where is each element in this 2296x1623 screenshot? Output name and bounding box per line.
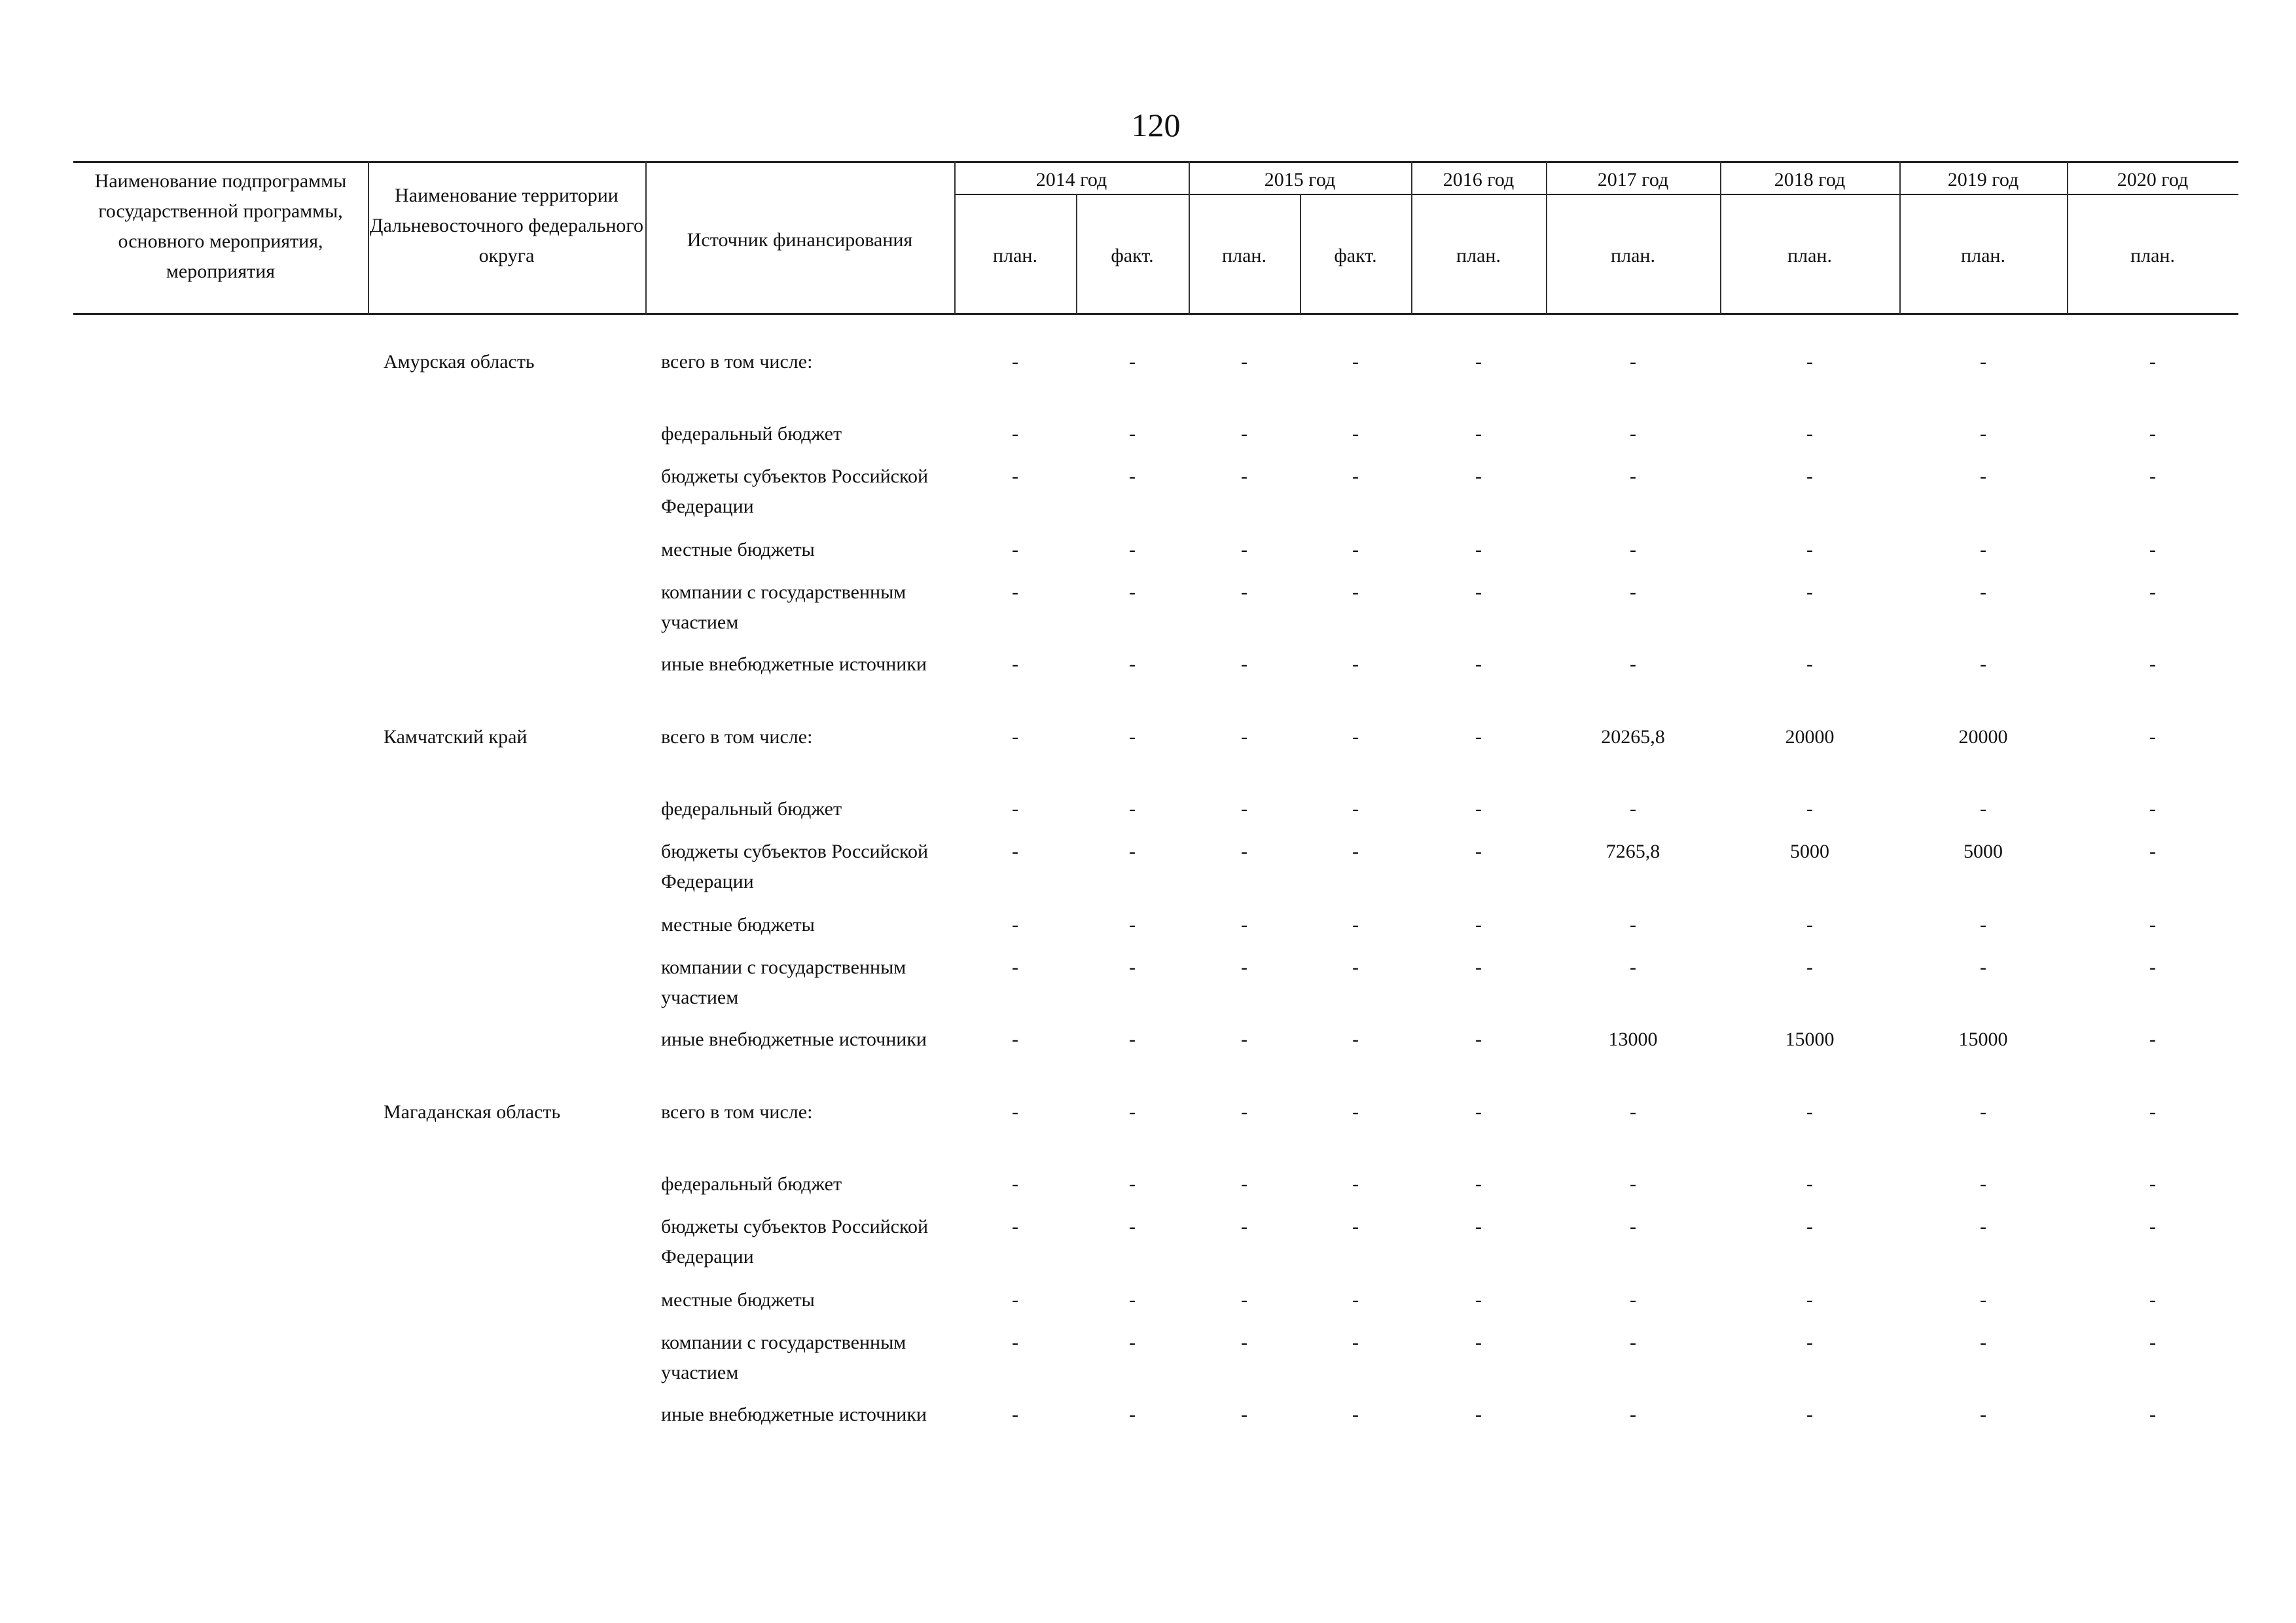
value-cell: -	[1129, 1332, 1136, 1353]
header-sub-plan: план.	[1787, 245, 1832, 266]
value-cell: -	[1241, 798, 1247, 820]
value-cell: -	[1241, 465, 1247, 487]
value-cell: -	[1475, 798, 1482, 820]
value-cell: -	[1012, 957, 1018, 978]
territory-name: Магаданская область	[384, 1101, 561, 1123]
value-cell: 15000	[1785, 1029, 1835, 1050]
value-cell: -	[1980, 423, 1986, 445]
value-cell: -	[1012, 726, 1018, 748]
value-cell: -	[1129, 581, 1136, 603]
value-cell: -	[1630, 1404, 1636, 1425]
value-cell: -	[1475, 957, 1482, 978]
value-cell: -	[1980, 1404, 1986, 1425]
value-cell: -	[1630, 798, 1636, 820]
value-cell: -	[1352, 351, 1359, 373]
header-sub-fact: факт.	[1111, 245, 1154, 266]
value-cell: -	[1012, 798, 1018, 820]
value-cell: -	[2149, 1173, 2156, 1195]
value-cell: 20265,8	[1601, 726, 1665, 748]
value-cell: -	[1129, 1216, 1136, 1237]
funding-source: иные внебюджетные источники	[661, 1029, 927, 1050]
value-cell: -	[1012, 1216, 1018, 1237]
value-cell: -	[1630, 957, 1636, 978]
value-cell: -	[1806, 798, 1813, 820]
value-cell: -	[1241, 1332, 1247, 1353]
value-cell: -	[1352, 1101, 1359, 1123]
value-cell: -	[1012, 914, 1018, 936]
value-cell: -	[1012, 1289, 1018, 1311]
value-cell: -	[1980, 539, 1986, 560]
funding-source: всего в том числе:	[661, 1101, 813, 1123]
value-cell: -	[1129, 957, 1136, 978]
value-cell: 7265,8	[1605, 841, 1660, 862]
value-cell: -	[1012, 653, 1018, 675]
value-cell: -	[1475, 1101, 1482, 1123]
value-cell: 5000	[1790, 841, 1829, 862]
value-cell: -	[1241, 726, 1247, 748]
value-cell: -	[1630, 914, 1636, 936]
value-cell: -	[1241, 914, 1247, 936]
value-cell: -	[2149, 914, 2156, 936]
value-cell: -	[1129, 798, 1136, 820]
value-cell: -	[2149, 1404, 2156, 1425]
value-cell: -	[1129, 351, 1136, 373]
funding-source: бюджеты субъектов Российской Федерации	[661, 465, 929, 517]
header-year-2016: 2016 год	[1443, 169, 1515, 191]
value-cell: -	[1012, 465, 1018, 487]
value-cell: -	[1241, 351, 1247, 373]
value-cell: -	[1352, 1404, 1359, 1425]
value-cell: -	[1352, 798, 1359, 820]
value-cell: 15000	[1958, 1029, 2008, 1050]
value-cell: -	[1129, 914, 1136, 936]
value-cell: -	[1352, 581, 1359, 603]
funding-source: всего в том числе:	[661, 726, 813, 748]
value-cell: -	[1980, 581, 1986, 603]
funding-source: федеральный бюджет	[661, 1173, 842, 1195]
value-cell: -	[1806, 1101, 1813, 1123]
value-cell: -	[1241, 1216, 1247, 1237]
value-cell: -	[1012, 841, 1018, 862]
header-year-2018: 2018 год	[1774, 169, 1846, 191]
value-cell: -	[1806, 1173, 1813, 1195]
value-cell: -	[1980, 1289, 1986, 1311]
value-cell: -	[2149, 1332, 2156, 1353]
value-cell: -	[1630, 653, 1636, 675]
value-cell: -	[1129, 653, 1136, 675]
value-cell: -	[1352, 1216, 1359, 1237]
value-cell: -	[2149, 1289, 2156, 1311]
value-cell: -	[2149, 351, 2156, 373]
value-cell: -	[1241, 581, 1247, 603]
header-year-2019: 2019 год	[1947, 169, 2019, 191]
value-cell: -	[1475, 423, 1482, 445]
value-cell: -	[1630, 1332, 1636, 1353]
value-cell: -	[1475, 1404, 1482, 1425]
value-cell: -	[1241, 1289, 1247, 1311]
value-cell: -	[1806, 1289, 1813, 1311]
value-cell: -	[1012, 351, 1018, 373]
funding-source: иные внебюджетные источники	[661, 653, 927, 675]
value-cell: -	[1012, 1173, 1018, 1195]
value-cell: -	[1475, 653, 1482, 675]
funding-source: иные внебюджетные источники	[661, 1404, 927, 1425]
territory-name: Камчатский край	[384, 726, 528, 748]
value-cell: -	[1630, 1289, 1636, 1311]
value-cell: -	[1475, 1029, 1482, 1050]
value-cell: -	[1980, 914, 1986, 936]
value-cell: -	[1630, 1173, 1636, 1195]
value-cell: -	[1806, 351, 1813, 373]
value-cell: -	[1980, 1101, 1986, 1123]
header-sub-plan: план.	[1611, 245, 1655, 266]
value-cell: -	[1980, 465, 1986, 487]
value-cell: -	[1475, 539, 1482, 560]
value-cell: -	[1475, 465, 1482, 487]
value-cell: -	[2149, 465, 2156, 487]
value-cell: -	[1980, 1332, 1986, 1353]
value-cell: -	[1352, 465, 1359, 487]
funding-source: федеральный бюджет	[661, 798, 842, 820]
value-cell: -	[1241, 653, 1247, 675]
value-cell: -	[1129, 465, 1136, 487]
value-cell: -	[2149, 1029, 2156, 1050]
table-top-border	[73, 161, 2238, 163]
value-cell: -	[1012, 1332, 1018, 1353]
header-bottom-border	[73, 313, 2238, 315]
value-cell: -	[1630, 1216, 1636, 1237]
value-cell: 13000	[1608, 1029, 1658, 1050]
value-cell: -	[1806, 1216, 1813, 1237]
value-cell: -	[1980, 653, 1986, 675]
value-cell: -	[1241, 1029, 1247, 1050]
value-cell: -	[1012, 1029, 1018, 1050]
value-cell: 5000	[1964, 841, 2003, 862]
value-cell: -	[1352, 1289, 1359, 1311]
value-cell: -	[1012, 423, 1018, 445]
value-cell: -	[1475, 1332, 1482, 1353]
value-cell: -	[1806, 539, 1813, 560]
value-cell: -	[1241, 423, 1247, 445]
value-cell: -	[1630, 423, 1636, 445]
header-year-2020: 2020 год	[2117, 169, 2189, 191]
value-cell: -	[1352, 841, 1359, 862]
header-year-2014: 2014 год	[1035, 169, 1107, 191]
value-cell: -	[1806, 653, 1813, 675]
value-cell: -	[2149, 726, 2156, 748]
territory-name: Амурская область	[384, 351, 535, 373]
value-cell: -	[1241, 539, 1247, 560]
value-cell: -	[1630, 351, 1636, 373]
value-cell: -	[2149, 581, 2156, 603]
value-cell: -	[1129, 1101, 1136, 1123]
value-cell: -	[1241, 957, 1247, 978]
value-cell: -	[1806, 1404, 1813, 1425]
value-cell: -	[1475, 1173, 1482, 1195]
funding-source: компании с государственным участием	[661, 1332, 906, 1383]
value-cell: -	[1352, 1173, 1359, 1195]
value-cell: -	[2149, 423, 2156, 445]
funding-source: бюджеты субъектов Российской Федерации	[661, 1216, 929, 1267]
header-subprogram: Наименование подпрограммы государственной программы, основного мероприятия, мероприятия	[94, 170, 347, 282]
value-cell: -	[1630, 1101, 1636, 1123]
header-sub-plan: план.	[2130, 245, 2175, 266]
funding-source: местные бюджеты	[661, 1289, 815, 1311]
value-cell: -	[1352, 914, 1359, 936]
value-cell: -	[1012, 1101, 1018, 1123]
value-cell: -	[1241, 841, 1247, 862]
value-cell: -	[1980, 351, 1986, 373]
funding-source: компании с государственным участием	[661, 957, 906, 1008]
value-cell: -	[1475, 914, 1482, 936]
value-cell: -	[1352, 957, 1359, 978]
value-cell: -	[1352, 726, 1359, 748]
funding-source: местные бюджеты	[661, 914, 815, 936]
value-cell: -	[2149, 653, 2156, 675]
value-cell: -	[1352, 1029, 1359, 1050]
value-cell: -	[2149, 841, 2156, 862]
value-cell: 20000	[1785, 726, 1835, 748]
value-cell: -	[1012, 1404, 1018, 1425]
value-cell: -	[2149, 957, 2156, 978]
header-source: Источник финансирования	[687, 229, 913, 251]
header-sub-fact: факт.	[1334, 245, 1377, 266]
funding-source: компании с государственным участием	[661, 581, 906, 633]
value-cell: -	[1980, 957, 1986, 978]
value-cell: -	[2149, 1101, 2156, 1123]
value-cell: -	[1806, 914, 1813, 936]
value-cell: 20000	[1958, 726, 2008, 748]
page-number: 120	[1131, 107, 1181, 143]
value-cell: -	[1352, 653, 1359, 675]
funding-source: бюджеты субъектов Российской Федерации	[661, 841, 929, 892]
value-cell: -	[1241, 1173, 1247, 1195]
value-cell: -	[1012, 581, 1018, 603]
header-territory: Наименование территории Дальневосточного федерального округа	[369, 185, 643, 266]
funding-source: местные бюджеты	[661, 539, 815, 560]
value-cell: -	[2149, 539, 2156, 560]
value-cell: -	[1241, 1101, 1247, 1123]
value-cell: -	[1806, 465, 1813, 487]
value-cell: -	[1475, 1289, 1482, 1311]
value-cell: -	[1352, 1332, 1359, 1353]
funding-source: всего в том числе:	[661, 351, 813, 373]
value-cell: -	[1630, 581, 1636, 603]
value-cell: -	[2149, 1216, 2156, 1237]
value-cell: -	[1475, 351, 1482, 373]
header-sub-plan: план.	[993, 245, 1037, 266]
value-cell: -	[1129, 423, 1136, 445]
value-cell: -	[1129, 1404, 1136, 1425]
value-cell: -	[1129, 841, 1136, 862]
value-cell: -	[1129, 539, 1136, 560]
header-year-2015: 2015 год	[1264, 169, 1336, 191]
value-cell: -	[1980, 1173, 1986, 1195]
value-cell: -	[1352, 423, 1359, 445]
value-cell: -	[1806, 423, 1813, 445]
value-cell: -	[1241, 1404, 1247, 1425]
value-cell: -	[1806, 957, 1813, 978]
value-cell: -	[1630, 465, 1636, 487]
header-sub-plan: план.	[1961, 245, 2005, 266]
value-cell: -	[1475, 581, 1482, 603]
value-cell: -	[1475, 1216, 1482, 1237]
value-cell: -	[2149, 798, 2156, 820]
funding-source: федеральный бюджет	[661, 423, 842, 445]
value-cell: -	[1129, 1029, 1136, 1050]
value-cell: -	[1980, 798, 1986, 820]
header-sub-plan: план.	[1456, 245, 1501, 266]
value-cell: -	[1129, 1173, 1136, 1195]
header-sub-plan: план.	[1222, 245, 1266, 266]
value-cell: -	[1012, 539, 1018, 560]
value-cell: -	[1630, 539, 1636, 560]
value-cell: -	[1475, 726, 1482, 748]
value-cell: -	[1475, 841, 1482, 862]
value-cell: -	[1806, 1332, 1813, 1353]
value-cell: -	[1129, 726, 1136, 748]
value-cell: -	[1352, 539, 1359, 560]
value-cell: -	[1806, 581, 1813, 603]
value-cell: -	[1129, 1289, 1136, 1311]
header-year-2017: 2017 год	[1597, 169, 1669, 191]
value-cell: -	[1980, 1216, 1986, 1237]
